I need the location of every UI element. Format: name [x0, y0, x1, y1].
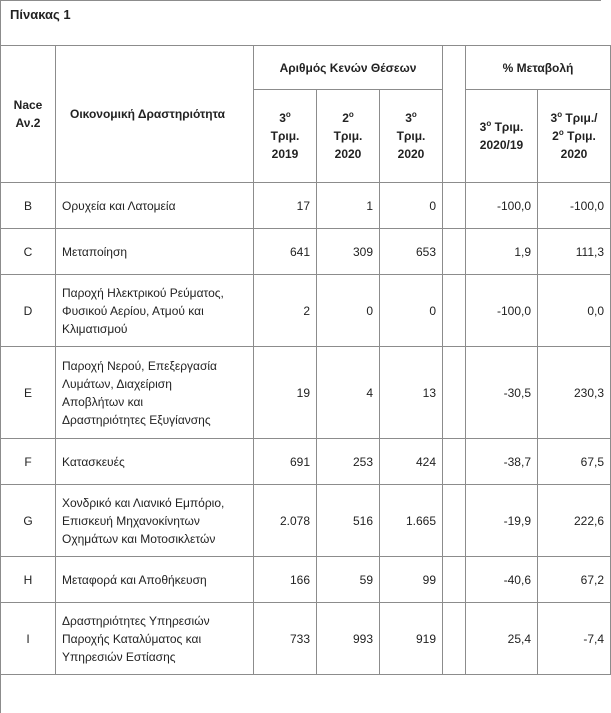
activity-cell [56, 347, 254, 439]
value-q2-2020: 59 [317, 557, 380, 603]
activity-cell [56, 275, 254, 347]
nace-code: C [1, 229, 56, 275]
change-chg-yoy: 1,9 [466, 229, 538, 275]
activity-line: Οχημάτων και Μοτοσικλετών [62, 531, 216, 546]
header-change-qoq: $3^o$ Τριμ./ $2^o$ Τριμ. 2020 [538, 90, 611, 183]
table-row [1, 347, 611, 439]
nace-code: H [1, 557, 56, 603]
activity-line: Παροχή Νερού, Επεξεργασία [62, 358, 217, 373]
change-chg-yoy: -100,0 [466, 275, 538, 347]
value-q3-2020: 0 [380, 275, 443, 347]
value-q3-2020: 0 [380, 183, 443, 229]
activity-line: Παροχής Καταλύματος και [62, 631, 202, 646]
value-q3-2019: 166 [254, 557, 317, 603]
change-chg-yoy: -30,5 [466, 347, 538, 439]
activity-line: Λυμάτων, Διαχείριση [62, 376, 172, 391]
value-q2-2020: 253 [317, 439, 380, 485]
value-q3-2020: 919 [380, 603, 443, 675]
header-q3-2019: $3^o$ Τριμ. 2019 [254, 90, 317, 183]
activity-cell [56, 485, 254, 557]
nace-code: F [1, 439, 56, 485]
gap-cell [443, 557, 466, 603]
table-row [1, 439, 611, 485]
vacancies-table [0, 45, 611, 675]
gap-cell [443, 275, 466, 347]
value-q2-2020: 0 [317, 275, 380, 347]
activity-line: Παροχή Ηλεκτρικού Ρεύματος, [62, 285, 224, 300]
activity-line: Αποβλήτων και [62, 394, 144, 409]
value-q2-2020: 1 [317, 183, 380, 229]
table-title: Πίνακας 1 [10, 7, 71, 22]
change-chg-qoq: -7,4 [538, 603, 611, 675]
header-activity: Οικονομική Δραστηριότητα [56, 46, 254, 183]
activity-line: Χονδρικό και Λιανικό Εμπόριο, [62, 495, 225, 510]
header-change-yoy: $3^o$ Τριμ. 2020/19 [466, 90, 538, 183]
gap-cell [443, 603, 466, 675]
value-q2-2020: 516 [317, 485, 380, 557]
gap-cell [443, 439, 466, 485]
activity-line: Υπηρεσιών Εστίασης [62, 649, 176, 664]
activity-line: Μεταφορά και Αποθήκευση [62, 572, 207, 587]
nace-code: D [1, 275, 56, 347]
nace-code: B [1, 183, 56, 229]
table-row [1, 603, 611, 675]
change-chg-yoy: -100,0 [466, 183, 538, 229]
change-chg-yoy: -19,9 [466, 485, 538, 557]
value-q3-2020: 1.665 [380, 485, 443, 557]
change-chg-qoq: 222,6 [538, 485, 611, 557]
change-chg-qoq: 230,3 [538, 347, 611, 439]
change-chg-yoy: -38,7 [466, 439, 538, 485]
change-chg-qoq: -100,0 [538, 183, 611, 229]
gap-cell [443, 229, 466, 275]
activity-line: Κατασκευές [62, 454, 125, 469]
activity-cell [56, 183, 254, 229]
header-group-change: % Μεταβολή [466, 46, 611, 90]
value-q3-2020: 424 [380, 439, 443, 485]
activity-cell [56, 229, 254, 275]
header-gap-column [443, 46, 466, 183]
activity-line: Δραστηριότητες Εξυγίανσης [62, 412, 211, 427]
activity-line: Επισκευή Μηχανοκίνητων [62, 513, 200, 528]
value-q2-2020: 993 [317, 603, 380, 675]
value-q3-2019: 2 [254, 275, 317, 347]
value-q3-2019: 2.078 [254, 485, 317, 557]
value-q2-2020: 309 [317, 229, 380, 275]
activity-line: Δραστηριότητες Υπηρεσιών [62, 613, 210, 628]
value-q3-2019: 691 [254, 439, 317, 485]
value-q2-2020: 4 [317, 347, 380, 439]
activity-cell [56, 557, 254, 603]
value-q3-2019: 733 [254, 603, 317, 675]
table-row [1, 557, 611, 603]
value-q3-2020: 99 [380, 557, 443, 603]
header-nace-line2: Αν.2 [15, 116, 41, 130]
nace-code: I [1, 603, 56, 675]
header-nace-line1: Nace [13, 98, 43, 112]
value-q3-2020: 653 [380, 229, 443, 275]
nace-code: G [1, 485, 56, 557]
activity-line: Φυσικού Αερίου, Ατμού και [62, 303, 204, 318]
header-row-1 [1, 46, 611, 90]
change-chg-qoq: 111,3 [538, 229, 611, 275]
value-q3-2019: 641 [254, 229, 317, 275]
header-nace [1, 46, 56, 183]
table-row [1, 229, 611, 275]
change-chg-qoq: 67,2 [538, 557, 611, 603]
activity-cell [56, 603, 254, 675]
activity-line: Ορυχεία και Λατομεία [62, 198, 176, 213]
table-row [1, 275, 611, 347]
nace-code: E [1, 347, 56, 439]
gap-cell [443, 485, 466, 557]
activity-line: Μεταποίηση [62, 244, 128, 259]
table-row [1, 485, 611, 557]
change-chg-yoy: -40,6 [466, 557, 538, 603]
table-row [1, 183, 611, 229]
value-q3-2020: 13 [380, 347, 443, 439]
value-q3-2019: 19 [254, 347, 317, 439]
change-chg-yoy: 25,4 [466, 603, 538, 675]
header-q3-2020: $3^o$ Τριμ. 2020 [380, 90, 443, 183]
activity-line: Κλιματισμού [62, 321, 128, 336]
value-q3-2019: 17 [254, 183, 317, 229]
activity-cell [56, 439, 254, 485]
gap-cell [443, 347, 466, 439]
change-chg-qoq: 0,0 [538, 275, 611, 347]
header-group-vacancies: Αριθμός Κενών Θέσεων [254, 46, 443, 90]
gap-cell [443, 183, 466, 229]
table-body [1, 183, 611, 675]
change-chg-qoq: 67,5 [538, 439, 611, 485]
header-q2-2020: $2^o$ Τριμ. 2020 [317, 90, 380, 183]
